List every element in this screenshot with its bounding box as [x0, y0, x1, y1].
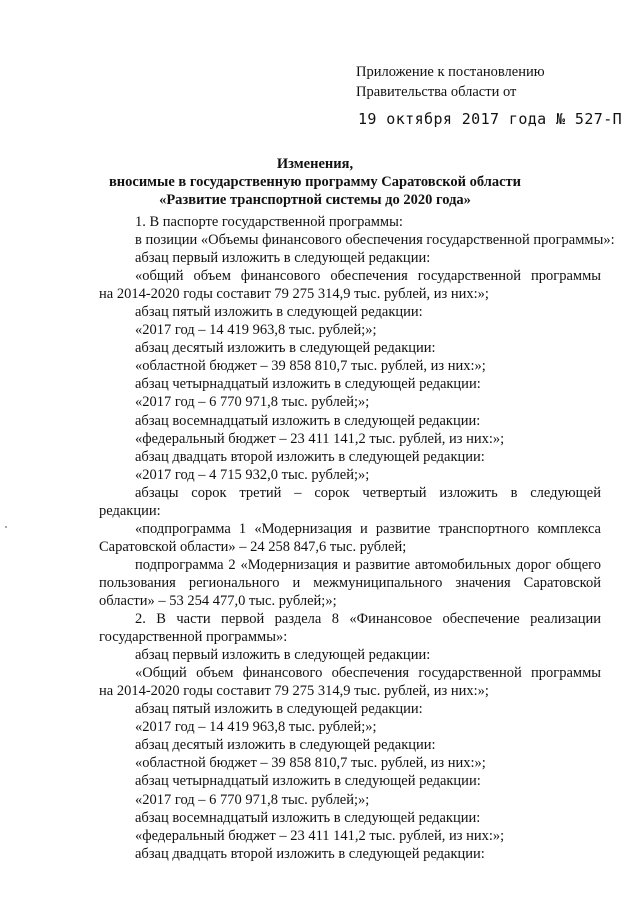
body-line: «общий объем финансового обеспечения государственной программы	[135, 268, 601, 285]
body-line: «2017 год – 6 770 971,8 тыс. рублей;»;	[135, 394, 370, 411]
body-line: государственной программы»:	[99, 629, 288, 646]
body-line: 2. В части первой раздела 8 «Финансовое обеспечение реализации	[135, 611, 601, 628]
body-line: редакции:	[99, 502, 161, 519]
body-line: абзац двадцать второй изложить в следующей редакции:	[135, 448, 485, 465]
body-line: абзац четырнадцатый изложить в следующей редакции:	[135, 376, 481, 393]
body-line: абзац десятый изложить в следующей редакции:	[135, 340, 436, 357]
body-line: абзац первый изложить в следующей редакции:	[135, 250, 431, 267]
body-line: «2017 год – 14 419 963,8 тыс. рублей;»;	[135, 322, 377, 339]
body-line: «2017 год – 4 715 932,0 тыс. рублей;»;	[135, 466, 370, 483]
title-line-2: вносимые в государственную программу Саратовской области	[108, 174, 522, 190]
body-line: абзац восемнадцатый изложить в следующей редакции:	[135, 412, 481, 429]
body-line: «2017 год – 14 419 963,8 тыс. рублей;»;	[135, 719, 377, 736]
title-line-1: Изменения,	[276, 156, 354, 172]
body-line: в позиции «Объемы финансового обеспечения государственной программы»:	[135, 232, 615, 249]
body-line: «федеральный бюджет – 23 411 141,2 тыс. рублей, из них:»;	[135, 430, 505, 447]
body-line: абзац пятый изложить в следующей редакции:	[135, 304, 423, 321]
body-line: абзац двадцать второй изложить в следующей редакции:	[135, 845, 485, 862]
body-line: абзац четырнадцатый изложить в следующей редакции:	[135, 773, 481, 790]
appendix-line-2: Правительства области от	[356, 84, 517, 100]
body-line: «областной бюджет – 39 858 810,7 тыс. рублей, из них:»;	[135, 755, 486, 772]
appendix-note	[356, 62, 545, 102]
document-body	[99, 213, 615, 863]
scan-speck	[5, 526, 7, 528]
body-line: «федеральный бюджет – 23 411 141,2 тыс. рублей, из них:»;	[135, 827, 505, 844]
body-line: абзац десятый изложить в следующей редакции:	[135, 737, 436, 754]
body-line: «областной бюджет – 39 858 810,7 тыс. рублей, из них:»;	[135, 358, 486, 375]
body-line: «подпрограмма 1 «Модернизация и развитие транспортного комплекса	[135, 520, 601, 537]
body-line: «Общий объем финансового обеспечения государственной программы	[135, 665, 601, 682]
body-line: 1. В паспорте государственной программы:	[135, 214, 403, 230]
body-line: на 2014-2020 годы составит 79 275 314,9 тыс. рублей, из них:»;	[99, 683, 489, 700]
body-line: «2017 год – 6 770 971,8 тыс. рублей;»;	[135, 791, 370, 808]
body-line: абзацы сорок третий – сорок четвертый изложить в следующей	[135, 484, 601, 501]
body-line: пользования регионального и межмуниципального значения Саратовской	[99, 574, 601, 591]
body-line: абзац восемнадцатый изложить в следующей редакции:	[135, 809, 481, 826]
body-line: абзац пятый изложить в следующей редакции:	[135, 701, 423, 718]
body-line: Саратовской области» – 24 258 847,6 тыс. рублей;	[99, 538, 407, 555]
appendix-line-1: Приложение к постановлению	[356, 64, 545, 80]
resolution-stamp: 19 октября 2017 года № 527-П	[358, 110, 623, 128]
body-line: на 2014-2020 годы составит 79 275 314,9 тыс. рублей, из них:»;	[99, 286, 489, 303]
body-line: подпрограмма 2 «Модернизация и развитие автомобильных дорог общего	[135, 556, 601, 573]
body-line: области» – 53 254 477,0 тыс. рублей;»;	[99, 592, 337, 609]
title-line-3: «Развитие транспортной системы до 2020 года»	[159, 192, 471, 208]
body-line: абзац первый изложить в следующей редакции:	[135, 647, 431, 664]
